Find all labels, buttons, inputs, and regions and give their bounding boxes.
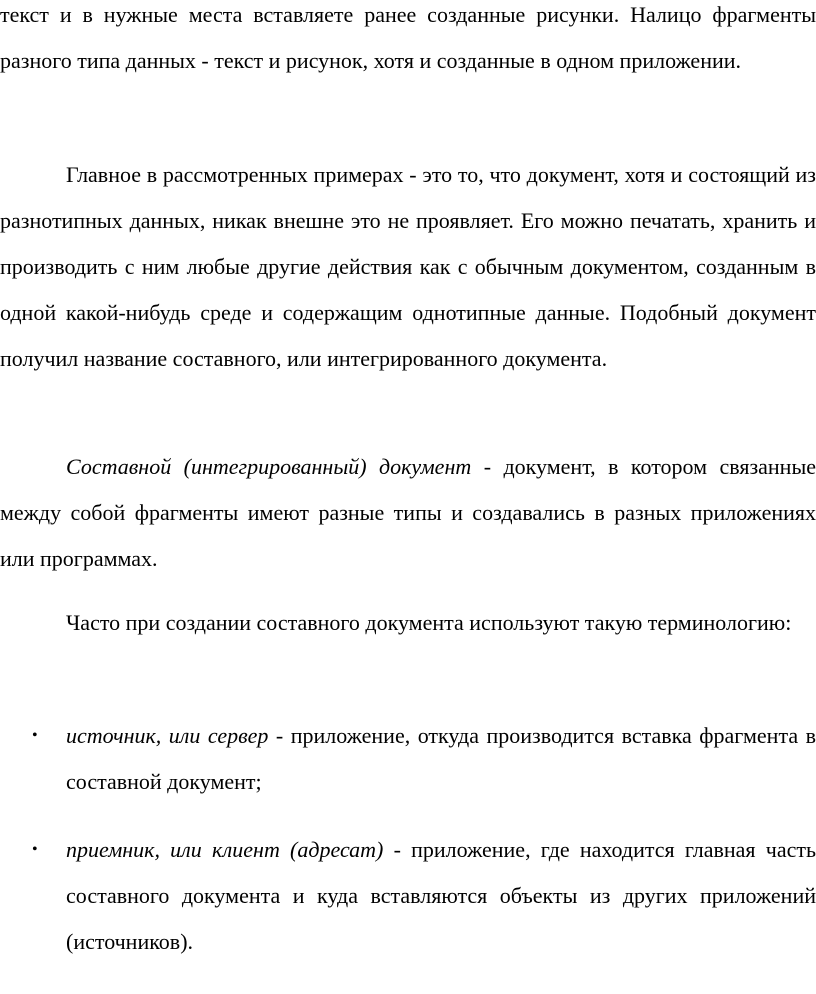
list-item-term: источник, или сервер — [66, 723, 269, 748]
bullet-icon: • — [32, 727, 38, 744]
list-item — [32, 827, 816, 965]
list-item-text: - приложение, откуда производится вставка фрагмента в составной документ; — [66, 723, 816, 794]
definition-text: - документ, в котором связанные между собой фрагменты имеют разные типы и создавались в разных приложениях или программах. — [0, 454, 816, 571]
paragraph-continuation: текст и в нужные места вставляете ранее созданные рисунки. Налицо фрагменты разного типа данных - текст и рисунок, хотя и созданные в одном приложении. — [0, 2, 816, 73]
paragraph-terminology-intro: Часто при создании составного документа используют такую терминологию: — [66, 610, 792, 635]
list-item-term: приемник, или клиент (адресат) — [66, 837, 384, 862]
list-item — [32, 713, 816, 805]
definition-term: Составной (интегрированный) документ — [66, 454, 472, 479]
paragraph-main-idea: Главное в рассмотренных примерах - это то, что документ, хотя и состоящий из разнотипных данных, никак внешне это не проявляет. Его можно печатать, хранить и производить с ним любые другие действия как с обычным документом, созданным в одной какой-нибудь среде и содержащим однотипные данные. Подобный документ получил название составного, или интегрированного документа. — [0, 162, 816, 371]
paragraph-definition — [0, 444, 816, 582]
bullet-icon: • — [32, 841, 38, 858]
list-item-text: - приложение, где находится главная часть составного документа и куда вставляются объекты из других приложений (источников). — [66, 837, 816, 954]
